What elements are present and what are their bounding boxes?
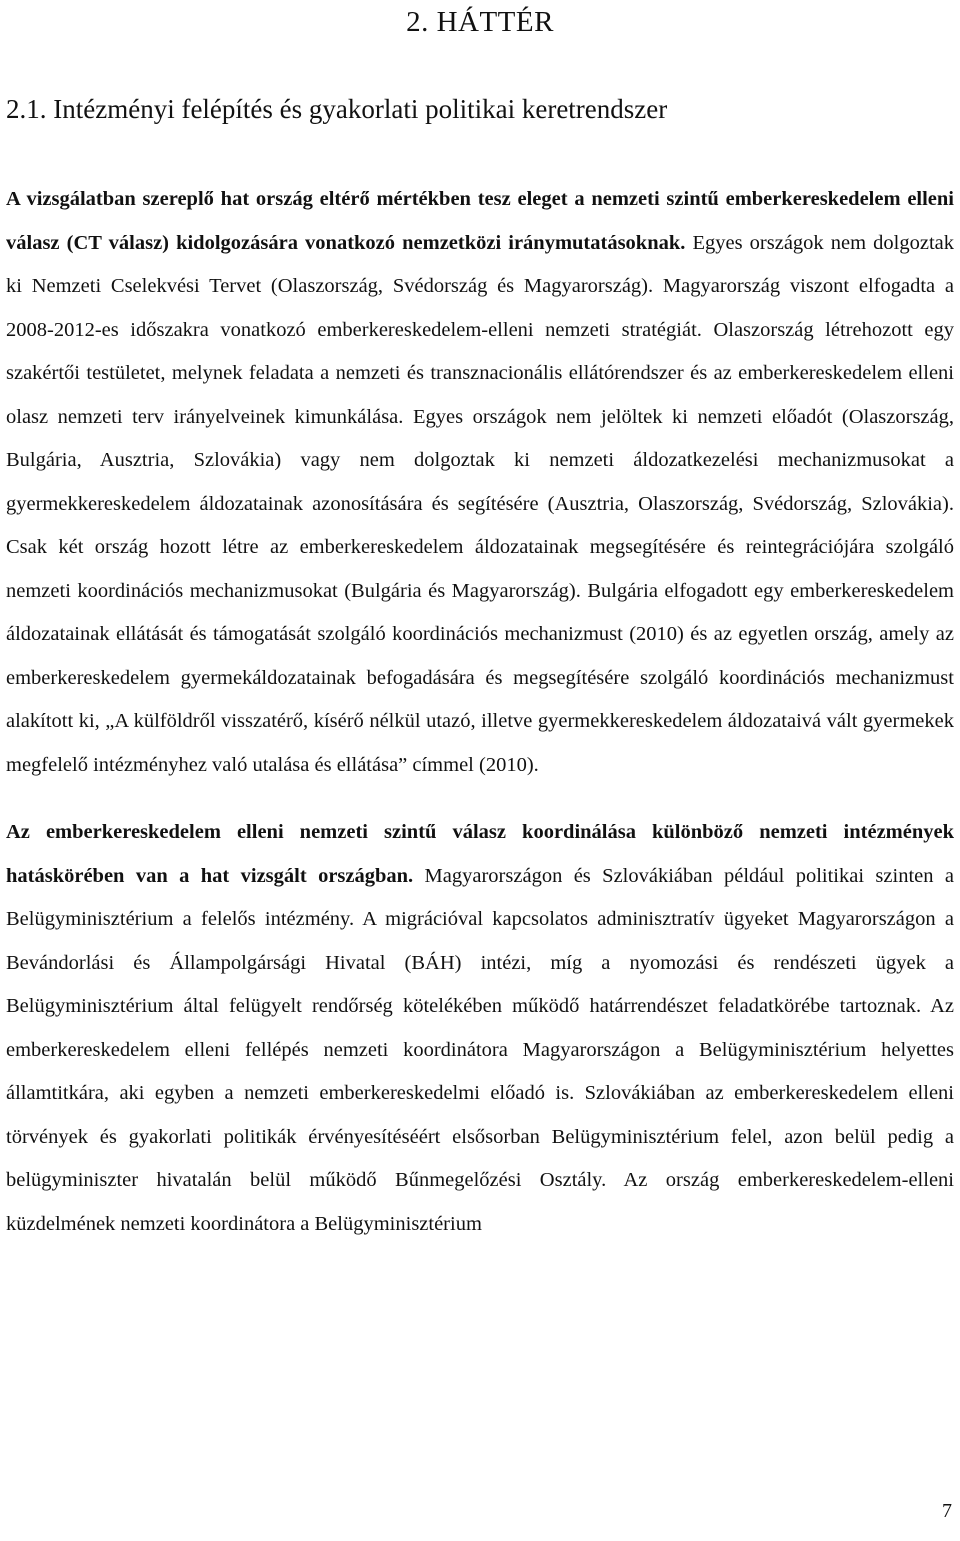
chapter-title: 2. HÁTTÉR <box>406 6 554 38</box>
page-number: 7 <box>942 1500 952 1522</box>
paragraph-1-bold-lead: A vizsgálatban szereplő hat ország eltérő mértékben tesz eleget a nemzeti szintű emberkereskedelem elleni válasz (CT válasz) kidolgozására vonatkozó nemzetközi iránymutatásoknak. <box>6 188 954 254</box>
document-page <box>6 0 954 1246</box>
section-title: 2.1. Intézményi felépítés és gyakorlati politikai keretrendszer <box>6 94 668 124</box>
paragraph-2-body: Magyarországon és Szlovákiában például politikai szinten a Belügyminisztérium a felelős intézmény. A migrációval kapcsolatos adminisztratív ügyeket Magyarországon a Bevándorlási és Állampolgársági Hivatal (BÁH) intézi, míg a nyomozási és rendészeti ügyek a Belügyminisztérium által felügyelt rendőrség kötelékében működő határrendészet feladatkörébe tartoznak. Az emberkereskedelem elleni fellépés nemzeti koordinátora Magyarországon a Belügyminisztérium helyettes államtitkára, aki egyben a nemzeti emberkereskedelmi előadó is. Szlovákiában az emberkereskedelem elleni törvények és gyakorlati politikák érvényesítéséért elsősorban Belügyminisztérium felel, azon belül pedig a belügyminiszter hivatalán belül működő Bűnmegelőzési Osztály. Az ország emberkereskedelem-elleni küzdelmének nemzeti koordinátora a Belügyminisztérium <box>6 864 954 1235</box>
paragraph-1-body: Egyes országok nem dolgoztak ki Nemzeti Cselekvési Tervet (Olaszország, Svédország és Magyarország). Magyarország viszont elfogadta a 2008-2012-es időszakra vonatkozó emberkereskedelem-elleni nemzeti stratégiát. Olaszország létrehozott egy szakértői testületet, melynek feladata a nemzeti és transznacionális ellátórendszer és az emberkereskedelem elleni olasz nemzeti terv irányelveinek kimunkálása. Egyes országok nem jelöltek ki nemzeti előadót (Olaszország, Bulgária, Ausztria, Szlovákia) vagy nem dolgoztak ki nemzeti áldozatkezelési mechanizmusokat a gyermekkereskedelem áldozatainak azonosítására és segítésére (Ausztria, Olaszország, Svédország, Szlovákia). Csak két ország hozott létre az emberkereskedelem áldozatainak megsegítésére és reintegrációjára szolgáló nemzeti koordinációs mechanizmusokat (Bulgária és Magyarország). Bulgária elfogadott egy emberkereskedelem áldozatainak ellátását és támogatását szolgáló koordinációs mechanizmust (2010) és az egyetlen ország, amely az emberkereskedelem gyermekáldozatainak befogadására és megsegítésére szolgáló koordinációs mechanizmust alakított ki, „A külföldről visszatérő, kísérő nélkül utazó, illetve gyermekkereskedelem áldozataivá vált gyermekek megfelelő intézményhez való utalása és ellátása” címmel (2010). <box>6 231 954 776</box>
paragraph-2-bold-lead: Az emberkereskedelem elleni nemzeti szintű válasz koordinálása különböző nemzeti intézmények hatáskörében van a hat vizsgált országban. <box>6 821 954 887</box>
paragraph-1 <box>6 178 954 787</box>
paragraph-2 <box>6 811 954 1246</box>
